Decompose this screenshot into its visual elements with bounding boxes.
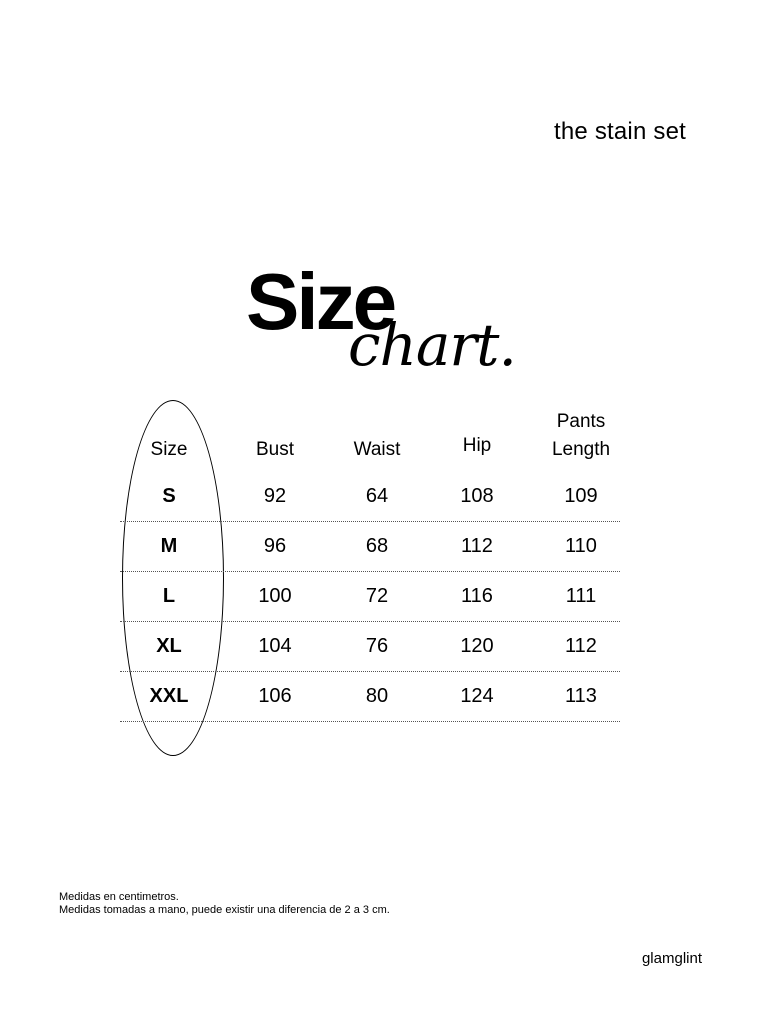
table-row: [120, 622, 620, 672]
waist-cell: 68: [365, 535, 389, 557]
bust-cell: 92: [263, 485, 287, 507]
pants-length-cell: 111: [565, 585, 597, 607]
table-row: [120, 672, 620, 722]
size-cell: M: [160, 535, 178, 557]
table-row: [120, 472, 620, 522]
header-hip: Hip: [462, 435, 492, 456]
pants-length-cell: 112: [565, 635, 597, 657]
hip-cell: 124: [460, 685, 494, 707]
table-row: [120, 572, 620, 622]
heading-chart: chart.: [348, 311, 516, 379]
brand-name: glamglint: [641, 950, 702, 967]
pants-length-cell: 110: [565, 535, 597, 557]
pants-length-cell: 113: [565, 685, 597, 707]
table-header-row: [120, 400, 620, 472]
size-table: [120, 400, 620, 722]
size-cell: XL: [156, 635, 182, 657]
note-line: Medidas tomadas a mano, puede existir una diferencia de 2 a 3 cm.: [59, 904, 390, 916]
hip-cell: 120: [460, 635, 494, 657]
bust-cell: 100: [258, 585, 292, 607]
waist-cell: 80: [365, 685, 389, 707]
size-cell: L: [162, 585, 176, 607]
pants-length-cell: 109: [564, 485, 598, 507]
waist-cell: 76: [365, 635, 389, 657]
bust-cell: 106: [258, 685, 292, 707]
header-pants-length: Pants Length: [551, 411, 611, 460]
hip-cell: 108: [460, 485, 494, 507]
measurement-notes: [59, 891, 390, 917]
size-cell: XXL: [149, 685, 189, 707]
size-cell: S: [162, 485, 176, 507]
header-waist: Waist: [353, 439, 401, 460]
waist-cell: 72: [365, 585, 389, 607]
hip-cell: 116: [461, 585, 493, 607]
header-size: Size: [150, 439, 188, 460]
bust-cell: 96: [263, 535, 287, 557]
bust-cell: 104: [258, 635, 292, 657]
note-line: Medidas en centimetros.: [59, 891, 179, 903]
hip-cell: 112: [461, 535, 493, 557]
header-bust: Bust: [255, 439, 295, 460]
heading-size: Size: [246, 257, 395, 346]
product-title: the stain set: [553, 118, 686, 145]
waist-cell: 64: [365, 485, 389, 507]
table-row: [120, 522, 620, 572]
